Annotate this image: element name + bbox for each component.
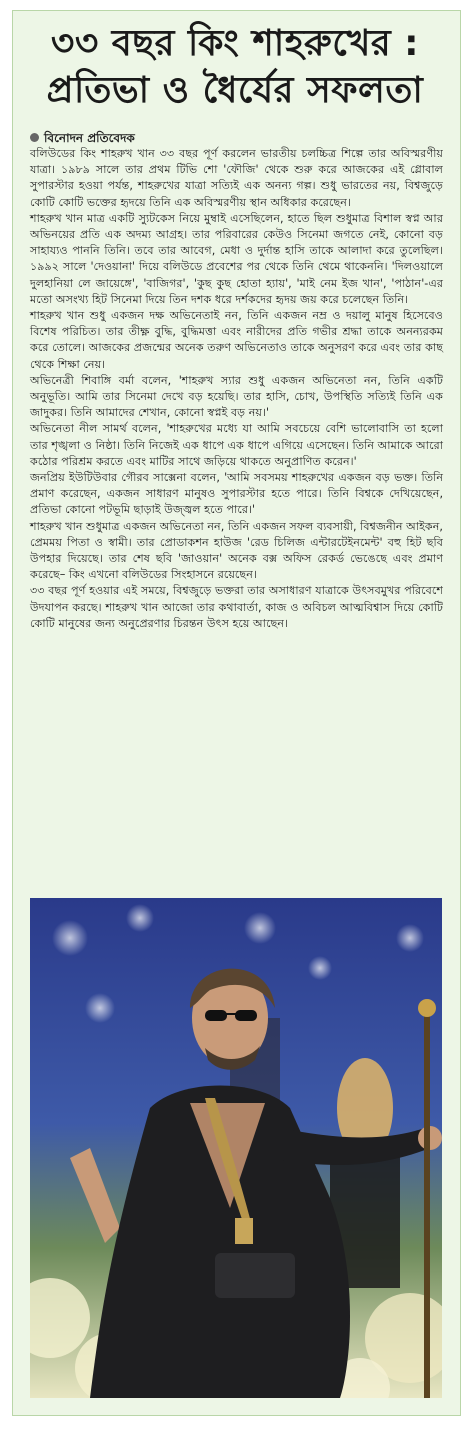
paragraph-7: শাহরুখ খান শুধুমাত্র একজন অভিনেতা নন, তিনি একজন সফল ব্যবসায়ী, বিশ্বজনীন আইকন, প্রেমময় পিতা ও স্বামী। তার প্রোডাকশন হাউজ 'রেড চিলিজ এন্টারটেইনমেন্ট' বহু হিট ছবি উপহার দিয়েছে। তার শেষ ছবি 'জাওয়ান' অনেক বক্স অফিস রেকর্ড ভেঙেছে এবং প্রমাণ করেছে– কিং এখনো বলিউডের সিংহাসনে রয়েছেন।: [30, 519, 443, 582]
article-photo: [30, 898, 442, 1398]
paragraph-6: জনপ্রিয় ইউটিউবার গৌরব সাক্সেনা বলেন, 'আমি সবসময় শাহরুখের একজন বড় ভক্ত। তিনি প্রমাণ করেছেন, একজন সাধারণ মানুষও সুপারস্টার হতে পারে। তিনি বিশ্বকে দেখিয়েছেন, প্রতিভা কোনো পটভূমি ছাড়াই উজ্জ্বল হতে পারে।': [30, 471, 443, 517]
byline-text: বিনোদন প্রতিবেদক: [44, 131, 135, 145]
paragraph-8: ৩৩ বছর পূর্ণ হওয়ার এই সময়ে, বিশ্বজুড়ে ভক্তরা তার অসাধারণ যাত্রাকে উৎসবমুখর পরিবেশে উদযাপন করছে। শাহরুখ খান আজো তার কথাবার্তা, কাজ ও অবিচল আত্মবিশ্বাস দিয়ে কোটি কোটি মানুষের জন্য অনুপ্রেরণার চিরন্তন উৎস হয়ে আছেন।: [30, 584, 443, 630]
article-body: [30, 146, 443, 632]
paragraph-1: বলিউডের কিং শাহরুখ খান ৩৩ বছর পূর্ণ করলেন ভারতীয় চলচ্চিত্র শিল্পে তার অবিস্মরণীয় যাত্রা। ১৯৮৯ সালে তার প্রথম টিভি শো 'ফৌজি' থেকে শুরু করে আজকের এই গ্লোবাল সুপারস্টার হওয়া পর্যন্ত, শাহরুখের যাত্রা সত্যিই এক অনন্য গল্প। শুধু ভারতের নয়, বিশ্বজুড়ে কোটি কোটি ভক্তের হৃদয়ে তিনি এক অবিস্মরণীয় স্থান অধিকার করেছেন।: [30, 147, 443, 209]
paragraph-5: অভিনেতা নীল সামর্থ বলেন, 'শাহরুখের মধ্যে যা আমি সবচেয়ে বেশি ভালোবাসি তা হলো তার শৃঙ্খলা ও নিষ্ঠা। তিনি নিজেই এক ধাপে এক ধাপে এগিয়ে এসেছেন। তিনি আমাকে আরো কঠোর পরিশ্রম করতে এবং মাটির সাথে জড়িয়ে থাকতে অনুপ্রাণিত করেন।': [30, 422, 443, 468]
paragraph-2: শাহরুখ খান মাত্র একটি স্যুটকেস নিয়ে মুম্বাই এসেছিলেন, হাতে ছিল শুধুমাত্র বিশাল স্বপ্ন আর অভিনয়ের প্রতি এক অদম্য আগ্রহ। তার পরিবারের কেউও সিনেমা জগতে নেই, কোনো বড় সাহায্যও পাননি তিনি। তবে তার আবেগ, মেধা ও দুর্দান্ত হাসি তাকে আলাদা করে তুলেছিল। ১৯৯২ সালে 'দেওয়ানা' দিয়ে বলিউডে প্রবেশের পর থেকে তিনি থেমে থাকেননি। 'দিলওয়ালে দুলহানিয়া লে জায়েঙ্গে', 'বাজিগর', 'কুছ কুছ হোতা হ্যায়', 'মাই নেম ইজ খান', 'পাঠান'-এর মতো অসংখ্য হিট সিনেমা দিয়ে তিন দশক ধরে দর্শকদের হৃদয় জয় করে চলেছেন তিনি।: [30, 211, 443, 306]
headline-line-2: প্রতিভা ও ধৈর্যের সফলতা: [46, 70, 424, 111]
headline: [20, 20, 450, 114]
photo-illustration: [30, 898, 442, 1398]
headline-line-1: ৩৩ বছর কিং শাহরুখের :: [50, 23, 420, 64]
paragraph-3: শাহরুখ খান শুধু একজন দক্ষ অভিনেতাই নন, তিনি একজন নম্র ও দয়ালু মানুষ হিসেবেও বিশেষ পরিচিত। তার তীক্ষ্ণ বুদ্ধি, বুদ্ধিমত্তা এবং নারীদের প্রতি গভীর শ্রদ্ধা তাকে অনন্যরকম করে তোলে। আজকের প্রজন্মের অনেক তরুণ অভিনেতাও তাকে অনুসরণ করে এবং তার কাছ থেকে শিক্ষা নেয়।: [30, 309, 443, 371]
paragraph-4: অভিনেত্রী শিবাঙ্গি বর্মা বলেন, 'শাহরুখ স্যার শুধু একজন অভিনেতা নন, তিনি একটি অনুভূতি। আমি তার সিনেমা দেখে বড় হয়েছি। তার হাসি, চোখ, উপস্থিতি সত্যিই তিনি এক জাদুকর। তিনি আমাদের শেখান, কোনো স্বপ্নই বড় নয়।': [30, 373, 443, 420]
bullet-icon: [30, 133, 39, 142]
